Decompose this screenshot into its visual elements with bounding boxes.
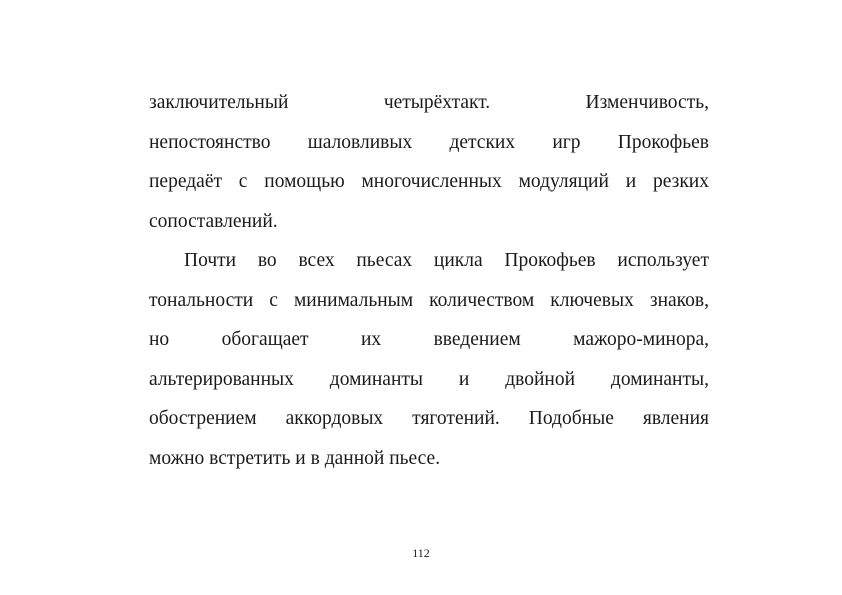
text-line: заключительный четырёхтакт. Изменчивость,	[149, 92, 709, 113]
text-line: можно встретить и в данной пьесе.	[149, 447, 441, 469]
paragraph-2	[149, 241, 709, 478]
text-line: непостоянство шаловливых детских игр Прокофьев	[149, 131, 709, 153]
text-line: но обогащает их введением мажоро-минора,	[149, 329, 709, 350]
text-line: альтерированных доминанты и двойной доминанты,	[149, 368, 709, 390]
paragraph-1	[149, 83, 709, 241]
text-line: передаёт с помощью многочисленных модуляций и резких	[149, 171, 709, 192]
body-text	[149, 83, 709, 478]
text-line: Почти во всех пьесах цикла Прокофьев использует	[184, 250, 709, 271]
text-line: сопоставлений.	[149, 210, 278, 232]
text-line: тональности с минимальным количеством ключевых знаков,	[149, 289, 709, 311]
text-line: обострением аккордовых тяготений. Подобные явления	[149, 408, 709, 429]
page-number: 112	[412, 546, 430, 560]
